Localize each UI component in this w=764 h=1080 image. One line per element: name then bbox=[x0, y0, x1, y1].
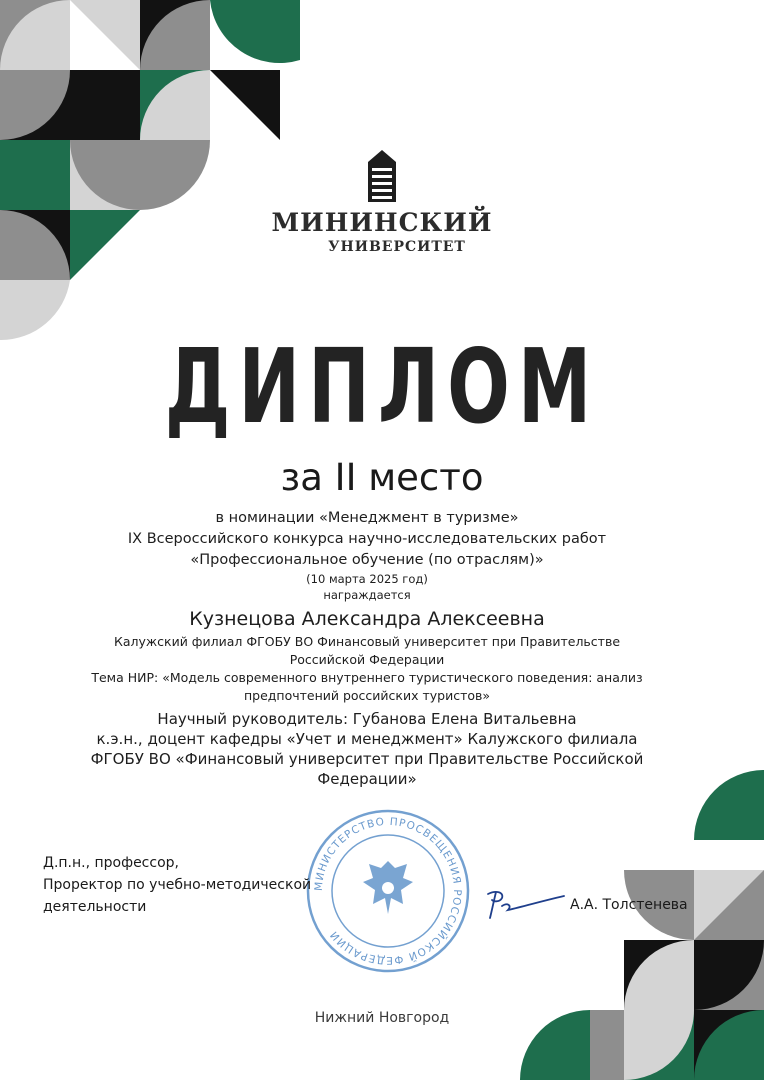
logo-line-2: УНИВЕРСИТЕТ bbox=[328, 239, 466, 255]
supervisor-position-line-1: к.э.н., доцент кафедры «Учет и менеджмент» Калужского филиала bbox=[96, 730, 638, 748]
signatory-line-1: Д.п.н., профессор, bbox=[43, 855, 179, 871]
date-text: (10 марта 2025 год) bbox=[306, 572, 428, 586]
awarded-text: награждается bbox=[323, 588, 411, 602]
topic-line-1: Тема НИР: «Модель современного внутреннего туристического поведения: анализ bbox=[91, 670, 643, 685]
signatory-block bbox=[43, 852, 311, 918]
contest-name-text: «Профессиональное обучение (по отраслям)» bbox=[190, 552, 544, 568]
recipient-name: Кузнецова Александра Алексеевна bbox=[189, 608, 545, 630]
nomination-text: в номинации «Менеджмент в туризме» bbox=[215, 510, 519, 526]
official-seal bbox=[303, 806, 473, 976]
supervisor-text: Научный руководитель: Губанова Елена Витальевна bbox=[157, 710, 577, 728]
university-logo bbox=[0, 150, 764, 255]
supervisor-position-line-2: ФГОБУ ВО «Финансовый университет при Правительстве Российской bbox=[90, 750, 644, 768]
topic-line-2: предпочтений российских туристов» bbox=[243, 688, 491, 703]
eagle-emblem-icon bbox=[363, 861, 413, 914]
logo-line-1: МИНИНСКИЙ bbox=[271, 208, 493, 237]
place-heading: за II место bbox=[280, 456, 484, 499]
supervisor-position-line-3: Федерации» bbox=[317, 770, 417, 788]
city-label: Нижний Новгород bbox=[314, 1010, 450, 1026]
seal-ring-text: МИНИСТЕРСТВО ПРОСВЕЩЕНИЯ РОССИЙСКОЙ ФЕДЕРАЦИИ bbox=[312, 815, 464, 967]
signatory-line-3: деятельности bbox=[43, 899, 147, 915]
tower-icon bbox=[364, 150, 400, 202]
diploma-body bbox=[60, 508, 674, 789]
signer-name: А.А. Толстенева bbox=[570, 897, 688, 913]
contest-text: IX Всероссийского конкурса научно-исследовательских работ bbox=[127, 531, 607, 547]
affiliation-line-1: Калужский филиал ФГОБУ ВО Финансовый университет при Правительстве bbox=[113, 634, 621, 649]
diploma-title: ДИПЛОМ bbox=[164, 328, 600, 447]
affiliation-line-2: Российской Федерации bbox=[289, 652, 445, 667]
decorative-pattern-bottom-right bbox=[520, 770, 764, 1080]
signatory-line-2: Проректор по учебно-методической bbox=[43, 877, 312, 893]
handwritten-signature bbox=[482, 884, 567, 924]
